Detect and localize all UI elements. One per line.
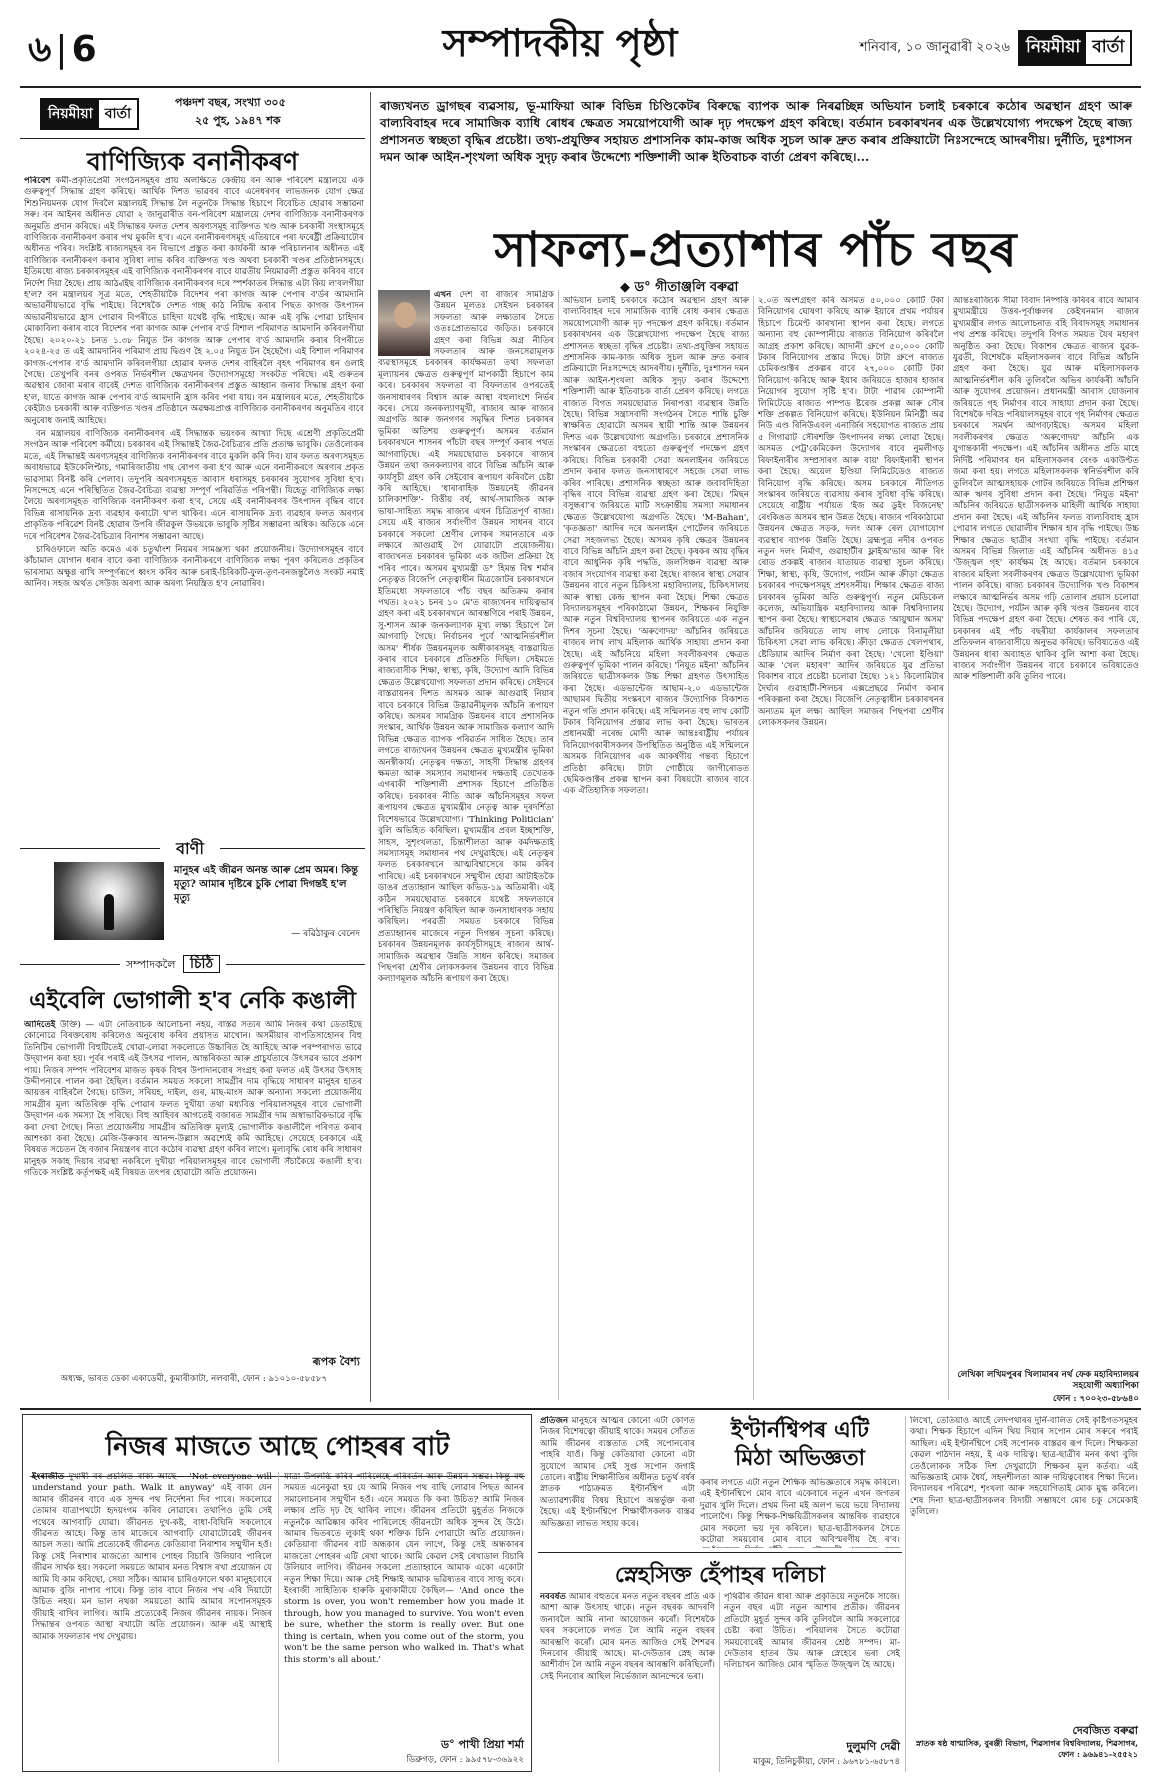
bani-section (20, 836, 365, 946)
bani-label: বাণী (160, 836, 220, 863)
edition-rule (20, 138, 365, 139)
feature-divider-2 (753, 296, 754, 1400)
feature-col-1-text: দেশ বা ৰাজ্যৰ সামগ্ৰিক উন্নয়ন মূলতঃ সেইখন চৰকাৰৰ সফলতা আৰু লক্ষ্যতাৰ সৈতে ওতঃপ্ৰোতভাৱে জড়িত। চৰকাৰে গ্ৰহণ কৰা বিভিন্ন অগ্ৰ নীতিৰ সফলতাৰ আৰু জনসেৱামূলক ব্যৱস্থাসমূহে চৰকাৰৰ কাৰ্যক্ষমতা তথা সফলতা মূল্যায়নৰ ক্ষেত্ৰত গুৰুত্বপূৰ্ণ মাপকাঠী হিচাপে কাম কৰে। চৰকাৰৰ সফলতা বা বিফলতাৰ ওপৰতেই জনসাধাৰণৰ বিশ্বাস আৰু আস্থা বহুলাংশে নিৰ্ভৰ কৰে। সেয়ে জনকল্যাণমূখী, ৰাজ্যৰ আৰু ৰাজ্যৰ অগ্ৰগতি আৰু জনগণৰ সমৃদ্ধিৰ দিশত চৰকাৰৰ ভূমিকা অতিশয় গুৰুত্বপূৰ্ণ। অসমৰ বৰ্তমান চৰকাৰখনে শাসনৰ পাঁচটা বছৰ সম্পূৰ্ণ কৰাৰ পথত আগবাঢ়িছে। এই সময়ছোৱাত চৰকাৰে ৰাজ্যৰ উন্নয়ন তথা জনকল্যাণৰ বাবে বিভিন্ন আঁচনি আৰু কাৰ্যসূচী গ্ৰহণ কৰি সেইবোৰ ৰূপায়ণ কৰিবলৈ চেষ্টা কৰি আহিছে। 'ধাৰাবাহিক উন্নয়নেই জীৱনৰ চালিকাশক্তি'- বিত্তীয় বৰ্ষ, আৰ্থ-সামাজিক আৰু ভাষা-সাহিত্য সমৃদ্ধ ৰাজ্যৰ এখন চিত্ৰিতপূৰ্ণ ৰাজ্য। সেয়ে এই ৰাজ্যৰ সৰ্বাংগীণ উন্নয়ন সাধনৰ বাবে চৰকাৰে সকলো শ্ৰেণীৰ লোকৰ সমানতাৰে এক লক্ষ্যৰে আগুৱাই গৈ যোৱাটো প্ৰয়োজনীয়। ৰাজ্যখনত চৰকাৰৰ ভূমিকা এক জটিল প্ৰক্ৰিয়া হৈ পৰিব পাৰে। অসমৰ মুখ্যমন্ত্ৰী ড° হিমন্ত বিশ্ব শৰ্মাৰ নেতৃত্বত বিজেপি নেতৃত্বাধীন মিত্ৰজোটৰ চৰকাৰখনে ইতিমধ্যে সফলতাৰে পাঁচ বছৰ অতিক্ৰম কৰাৰ পথত। ২০২১ চনৰ ১০ মে'ত ৰাজ্যখনৰ দায়িত্বভাৰ গ্ৰহণ কৰা এই চৰকাৰখনে আৰম্ভণিৰে পৰাই উন্নয়ন, সু-শাসন আৰু জনকল্যাণক মূখ্য লক্ষ্য হিচাপে লৈ আগবাঢ়ি গৈছে। নিৰ্বাচনৰ পূৰ্বে 'আত্মনিৰ্ভৰশীল অসম' শীৰ্ষক উন্নয়নমূলক অঙ্গীকাৰসমূহ বাস্তৱায়িত কৰাৰ বাবে চৰকাৰে প্ৰতিশ্ৰুতি দিছিল। সেইমতে ৰাজ্যবাসীক শিক্ষা, স্বাস্থ্য, কৃষি, উদ্যোগ আদি বিভিন্ন ক্ষেত্ৰত উল্লেখযোগ্য সফলতা প্ৰদান কৰিছে। সেইদৰে বাস্তৱায়নৰ দিশত অসমক আৰু আগুৱাই নিয়াৰ বাবে চৰকাৰে বিভিন্ন উদ্ভাৱনীমূলক আঁচনি ৰূপায়ণ কৰিছে। অসমৰ সামগ্ৰিক উন্নয়নৰ বাবে প্ৰশাসনিক সংস্কাৰ, আৰ্থিক উন্নয়ন আৰু সামাজিক কল্যাণ আদি বিভিন্ন ক্ষেত্ৰত ব্যাপক পৰিৱৰ্তন সাধিত হৈছে। তাৰ লগতে ৰাজ্যখনৰ উন্নয়নৰ ক্ষেত্ৰত মুখ্যমন্ত্ৰীৰ ভূমিকা অনস্বীকাৰ্য। নেতৃত্বৰ দক্ষতা, সাহসী সিদ্ধান্ত গ্ৰহণৰ ক্ষমতা আৰু সমস্যাৰ সমাধানৰ দক্ষতাই তেখেতক এগৰাকী শক্তিশালী প্ৰশাসক হিচাপে প্ৰতিষ্ঠিত কৰিছে। চৰকাৰৰ নীতি আৰু আঁচনিসমূহৰ সফল ৰূপায়ণৰ ক্ষেত্ৰত মুখ্যমন্ত্ৰীৰ নেতৃত্ব আৰু দূৰদৰ্শিতা বিশেষভাৱে উল্লেখযোগ্য। 'Thinking Politician' বুলি অভিহিত কৰিছিল। মুখ্যমন্ত্ৰীৰ প্ৰবল ইচ্ছাশক্তি, সাহস, সুশৃংখলতা, চিন্তাশীলতা আৰু কৰ্মদক্ষতাই সমস্যাসমূহ সমাধানৰ পথ দেখুৱাইছে। এই নেতৃত্বৰ ফলত চৰকাৰখনে আত্মবিশ্বাসেৰে কাম কৰিব পাৰিছে। এই চৰকাৰখনে সন্মুখীন হোৱা আটাইতকৈ ডাঙৰ প্ৰত্যাহ্বান আছিল কভিড-১৯ অতিমাৰী। এই কঠিন সময়ছোৱাত চৰকাৰে যথেষ্ট সফলতাৰে পৰিস্থিতি নিয়ন্ত্ৰণ কৰিছিল আৰু জনসাধাৰণক সহায় কৰিছিল। পৰৱৰ্তী সময়ত চৰকাৰে বিভিন্ন প্ৰত্যাহ্বানৰ মাজেৰে নতুন দিগন্তৰ সূচনা কৰিছে। চৰকাৰৰ উন্নয়নমূলক কাৰ্যসূচীসমূহে ৰাজ্যৰ আৰ্থ-সামাজিক অৱস্থাৰ উন্নতি সাধন কৰিছে। সমাজৰ পিছপৰা শ্ৰেণীৰ লোকসকলৰ উন্নয়নৰ বাবে বিভিন্ন কল্যাণমূলক আঁচনি ৰূপায়ণ কৰা হৈছে। (378, 290, 554, 985)
article-right-bottom-title: স্নেহসিক্ত হেঁপাহৰ দলিচা (614, 1562, 826, 1588)
editorial-lead: পৰিবেশ (24, 176, 51, 186)
article-mid-text: মানুহৰে আত্মৰ কোনো এটা কোণত নিজৰ বিশেষত্বো জীয়াই থাকে। সময়ৰ সোঁতত আমি জীৱনৰ ব্যস্ততাত সেই সপোনবোৰ পাহৰি যাওঁ। কিন্তু কেতিয়াবা কোনো এটা সুযোগে আমাৰ সেই সুপ্ত সপোন জগাই তোলে। ৰাষ্ট্ৰীয় শিক্ষানীতিৰ অধীনত চতুৰ্থ বৰ্ষৰ স্নাতক পাঠ্যক্ৰমত ইণ্টাৰ্নশ্বিপ এটা অত্যাৱশ্যকীয় বিষয় হিচাপে অন্তৰ্ভুক্ত কৰা হৈছে। এই ইণ্টাৰ্নশ্বিপে শিক্ষাৰ্থীসকলক বাস্তৱ অভিজ্ঞতা লাভত সহায় কৰে। (540, 1416, 695, 1529)
masthead-logo-part2: বাৰ্তা (1086, 32, 1130, 64)
page-number-en: 6 (71, 29, 97, 70)
feature-col-1 (378, 290, 554, 1402)
masthead-logo (1018, 30, 1132, 66)
feature-col-4: আন্তঃৰাজ্যিক সীমা বিবাদ নিষ্পত্তি কৰিবৰ বাবে আমাৰ মুখ্যমন্ত্ৰীয়ে উত্তৰ-পূৰ্বাঞ্চলৰ কেইখনমান ৰাজ্যৰ মুখ্যমন্ত্ৰীৰ লগত আলোচনাত বহি বিবাদসমূহ সমাধানৰ পথ প্ৰশস্ত কৰিছে। তদুপৰি বিগত সময়ত যৈৰ মহাৰণ অনুষ্ঠিত কৰা হৈছে। বিকাশৰ ক্ষেত্ৰত ৰাজ্যৰ যুৱক-যুৱতী, বিশেষকৈ মহিলাসকলৰ বাবে বিভিন্ন আঁচনি গ্ৰহণ কৰা হৈছে। যুৱ আৰু মহিলাসকলক আত্মনিৰ্ভৰশীল কৰি তুলিবলৈ অভিৰ কাৰ্যকৰী আঁচনি আৰু সুযোগৰ প্ৰয়োজন। প্ৰধানমন্ত্ৰী আবাস যোজনাৰ জৰিয়তে গৃহ নিৰ্মাণৰ বাবে সাহায্য প্ৰদান কৰা হৈছে। বিশেষকৈ দৰিদ্ৰ পৰিয়ালসমূহৰ বাবে গৃহ নিৰ্মাণৰ ক্ষেত্ৰত চৰকাৰে সমৰ্থন আগবঢ়াইছে। অসমৰ মহিলা সবলীকৰণৰ ক্ষেত্ৰত 'অৰুণোদয়' আঁচনি এক যুগান্তকাৰী পদক্ষেপ। এই আঁচনিৰ অধীনত প্ৰতি মাহে নিৰ্দিষ্ট পৰিমাণৰ ধন মহিলাসকলৰ বেংক একাউণ্টত জমা কৰা হয়। লগতে মহিলাসকলক স্বনিৰ্ভৰশীল কৰি তুলিবলৈ আত্মসহায়ক গোটৰ জৰিয়তে বিভিন্ন প্ৰশিক্ষণ আৰু ঋণৰ সুবিধা প্ৰদান কৰা হৈছে। 'নিযুত মইনা' আঁচনিৰ জৰিয়তে ছাত্ৰীসকলক মাহিলী আৰ্থিক সাহায্য প্ৰদান কৰা হৈছে। এই আঁচনিৰ ফলত বাল্যবিবাহ হ্ৰাস পোৱাৰ লগতে ছোৱালীৰ শিক্ষাৰ হাৰ বৃদ্ধি পাইছে। উচ্চ শিক্ষাৰ ক্ষেত্ৰত ছাত্ৰীৰ সংখ্যা বৃদ্ধি পাইছে। বৰ্তমান অসমৰ বিভিন্ন জিলাত এই আঁচনিৰ অধীনত ৪১৫ 'উজ্জ্বল গৃহ' কাৰ্যক্ষম হৈ আছে। বৰ্তমান চৰকাৰে ৰাজ্যৰ মহিলা সবলীকৰণৰ ক্ষেত্ৰত উল্লেখযোগ্য ভূমিকা পালন কৰিছে। ৰাজ্য চৰকাৰৰ উদ্যোগিক খণ্ড বিকাশৰ লক্ষ্যৰে আত্মনিৰ্ভৰ অসম গঢ়ি তোলাৰ প্ৰয়াস চলোৱা হৈছে। উদ্যোগ, পৰ্যটন আৰু কৃষি খণ্ডৰ উন্নয়নৰ বাবে বিভিন্ন পদক্ষেপ গ্ৰহণ কৰা হৈছে। শেষত কব পাৰি যে, চৰকাৰৰ এই পাঁচ বছৰীয়া কাৰ্যকালৰ সফলতাৰ প্ৰতিফলন ৰাজ্যবাসীয়ে অনুভৱ কৰিছে। ভবিষ্যতেও এই উন্নয়নৰ ধাৰা অব্যাহত থাকিব বুলি আশা কৰা হৈছে। ৰাজ্যৰ সৰ্বাংগীণ উন্নয়নৰ বাবে চৰকাৰে ভবিষ্যতেও আৰু শক্তিশালী কৰি তুলিব পাৰে। (953, 296, 1139, 683)
feature-lead: এখন (434, 290, 452, 300)
edition-box (20, 92, 365, 136)
letter-author: ৰূপক বৈশ্য (312, 1355, 360, 1368)
letter-tag-prefix: সম্পাদকলৈ (126, 958, 176, 971)
editorial-para3: চাৰিওফালে অতি কমেও এক চতুৰ্থাংশ নিয়মৰ সামঞ্জস্য থকা প্ৰয়োজনীয়। উদ্যোগসমূহৰ বাবে কাঁচামাল যোগান ধৰাৰ বাবে কৰা বাণিজ্যিক বনানীকৰণে বাণিজ্যিক লক্ষ্য পূৰণ কৰিলেও প্ৰকৃতিৰ ভাৰসাম্য অক্ষুণ্ণ ৰাখি সম্পূৰ্ণৰূপে ধ্বংস কৰিব আৰু চৰাই-চিৰিকটি-ফুল-তৃণ-বনজন্তুলৈও সংকট নমাই আনিব। সহজ অৰ্থত সেউজ অৰণ্য আৰু অৰণ্য নিয়ন্ত্ৰিত হ'ব নোৱাৰিব। (24, 545, 364, 590)
feature-col-3: ২.০ত অংশগ্ৰহণ কৰি অসমত ৫০,০০০ কোটি টকা বিনিয়োগৰ ঘোষণা কৰিছে আৰু ইয়াৰে প্ৰথম পৰ্যায়ৰ হিচাপে চিমেণ্ট কাৰখানা স্থাপন কৰা হৈছে। লগতে অন্যান্য বহু কোম্পানীয়ে ৰাজ্যত বিনিয়োগ কৰিবলৈ আগ্ৰহ প্ৰকাশ কৰিছে। আদানী গ্ৰুপে ৫০,০০০ কোটি টকাৰ বিনিয়োগৰ প্ৰস্তাৱ দিছে। টাটা গ্ৰুপে ৰাজ্যত চেমিকণ্ডাক্টৰ প্ৰকল্পৰ বাবে ২৭,০০০ কোটি টকা বিনিয়োগ কৰিছে আৰু ইয়াৰ জৰিয়তে হাজাৰ হাজাৰ নিয়োগৰ সুযোগ সৃষ্টি হ'ব। টাটা পাৱাৰ কোম্পানী লিমিটেডে ৰাজ্যত পাম্পড ষ্টৰেজ প্ৰকল্প আৰু সৌৰ শক্তি প্ৰকল্পত বিনিয়োগ কৰিছে। ইউনিয়ন মিনিষ্ট্ৰী অৱ নিউ এণ্ড ৰিনিউএবল এনাৰ্জিৰ সহযোগত ৰাজ্যত প্ৰায় ৫ গিগাৱাট সৌৰশক্তি উৎপাদনৰ লক্ষ্য লোৱা হৈছে। অসমত পেট্ৰ'কেমিকেল উদ্যোগৰ বাবে নুমলীগড় ৰিফাইনাৰীৰ সম্প্ৰসাৰণ আৰু বায়' ৰিফাইনাৰী স্থাপন কৰা হৈছে। অয়েল ইণ্ডিয়া লিমিটেডেও ৰাজ্যত বিনিয়োগ বৃদ্ধি কৰিছে। অসম চৰকাৰে নীতিগত সংস্কাৰৰ জৰিয়তে ব্যৱসায় কৰাৰ সুবিধা বৃদ্ধি কৰিছে। সেয়েহে ৰাষ্ট্ৰীয় পৰ্যায়ত 'ইজ অৱ ডুইং বিজনেছ' ৰেংকিঙত অসমৰ স্থান উন্নত হৈছে। ৰাজ্যৰ পৰিকাঠামো উন্নয়নৰ ক্ষেত্ৰত সড়ক, দলং আৰু ৰেল যোগাযোগ ব্যৱস্থাৰ ব্যাপক উন্নতি হৈছে। ব্ৰহ্মপুত্ৰ নদীৰ ওপৰত নতুন দলং নিৰ্মাণ, গুৱাহাটীৰ ফ্লাইঅ'ভাৰ আৰু ৰিং ৰোড প্ৰকল্পই ৰাজ্যৰ যাতায়ত ব্যৱস্থা সুচল কৰিছে। শিক্ষা, স্বাস্থ্য, কৃষি, উদ্যোগ, পৰ্যটন আৰু ক্ৰীড়া ক্ষেত্ৰত চৰকাৰৰ পদক্ষেপসমূহ প্ৰশংসনীয়। শিক্ষাৰ ক্ষেত্ৰত ৰাজ্য চৰকাৰৰ ভূমিকা অতি গুৰুত্বপূৰ্ণ। নতুন মেডিকেল কলেজ, অভিযান্ত্ৰিক মহাবিদ্যালয় আৰু বিশ্ববিদ্যালয় স্থাপন কৰা হৈছে। স্বাস্থ্যসেৱাৰ ক্ষেত্ৰত 'আয়ুষ্মান অসম' আঁচনিৰ জৰিয়তে লাখ লাখ লোকে বিনামূলীয়া চিকিৎসা সেৱা লাভ কৰিছে। ক্ৰীড়া ক্ষেত্ৰত খেলপথাৰ, ষ্টেডিয়াম আদিৰ নিৰ্মাণ কৰা হৈছে। 'খেলো ইণ্ডিয়া' আৰু 'খেল মহাৰণ' আদিৰ জৰিয়তে যুৱ প্ৰতিভা বিকাশৰ বাবে প্ৰচেষ্টা চলোৱা হৈছে। ১২১ কিলোমিটাৰ দৈৰ্ঘ্যৰ গুৱাহাটী-শিলচৰ এক্সপ্ৰেছৱে নিৰ্মাণ কৰাৰ পৰিকল্পনা কৰা হৈছে। বিজেপি নেতৃত্বাধীন চৰকাৰখনৰ অন্যতম মূল লক্ষ্য আছিল সমাজৰ পিছপৰা শ্ৰেণীৰ লোকসকলৰ উন্নয়ন। (758, 296, 944, 729)
feature-intro: ৰাজ্যখনত ড্ৰাগছৰ ব্যৱসায়, ভূ-মাফিয়া আৰু বিভিন্ন চিণ্ডিকেটৰ বিৰুদ্ধে ব্যাপক আৰু নিৰৱচ্ছিন্ন অভিযান চলাই চৰকাৰে কঠোৰ অৱস্থান গ্ৰহণ আৰু বাল্যবিবাহৰ দৰে সামাজিক ব্যাধি ৰোধৰ ক্ষেত্ৰত সময়োপযোগী আৰু দৃঢ় পদক্ষেপ গ্ৰহণ কৰিছে। বৰ্তমান চৰকাৰখনৰ এক উল্লেখযোগ্য পদক্ষেপ হৈছে ৰাজ্য প্ৰশাসনত স্বচ্ছতা বৃদ্ধিৰ প্ৰচেষ্টা। তথ্য-প্ৰযুক্তিৰ সহায়ত প্ৰশাসনিক কাম-কাজ অধিক সুচল আৰু দ্ৰুত কৰাৰ প্ৰক্ৰিয়াটো নিঃসন্দেহে আদৰণীয়। দুৰ্নীতি, দুঃশাসন দমন আৰু আইন-শৃংখলা অধিক সুদৃঢ় কৰাৰ উদ্দেশ্যে শক্তিশালী আৰু ইতিবাচক বাৰ্তা প্ৰেৰণ কৰিছে।... (380, 99, 1132, 164)
article-right-bottom-address: মাকুম, তিনিচুকীয়া, ফোন : ৯৬৭৮১-৬৫৮৭৪ (753, 1756, 900, 1766)
mid-bottom-rule (538, 1552, 902, 1553)
feature-headline: সাফল্য-প্ৰত্যাশাৰ পাঁচ বছৰ (494, 222, 1018, 278)
article-right-bottom-col-2: পৃথিৱীৰ জীৱন ধাৰা আৰু প্ৰকৃতিয়ে নতুনকৈ সাজে। নতুন বছৰ এটা নতুন আশাৰ প্ৰতীক। জীৱনৰ প্ৰতিটো মুহূৰ্ত সুন্দৰ কৰি তুলিবলৈ আমি সকলোৱে চেষ্টা কৰা উচিত। পৰিয়ালৰ সৈতে কটোৱা সময়বোৰেই আমাৰ জীৱনৰ শ্ৰেষ্ঠ সম্পদ। মা-দেউতাৰ হাতৰ উম আৰু স্নেহেৰে ভৰা সেই দলিচাখন আজিও মোৰ স্মৃতিত উজ্জ্বল হৈ আছে। (724, 1592, 900, 1671)
article-right-bottom-author: দুলুমণি দেৱী (846, 1740, 900, 1753)
letter-section (20, 950, 365, 1405)
article-mid-prefix: প্ৰতিজন (540, 1416, 569, 1426)
article-right-bottom-lead: নববৰ্ষত (540, 1592, 566, 1602)
editorial-body (24, 176, 364, 826)
feature-author-note: লেখিকা লখিমপুৰৰ খিলামাৰৰ নৰ্থ ফেক মহাবিদ্যালয়ৰ সহযোগী অধ্যাপিকা (957, 1370, 1139, 1391)
edition-date: ২৫ পুহ, ১৯৪৭ শক (195, 114, 281, 127)
article-right-top-author: দেবজিত বৰুৱা (1072, 1724, 1138, 1737)
article-right-top-col-2: লিখো, তেতিয়াও আহেঁ লেদপথাৰৰ দুৰ্নি-বালিত সেই কৃষ্টিগতসমূহৰ কথা। শিক্ষক হিচাপে এদিন থিয় দিয়াৰ সপোন মোৰ সৰুৰে পৰাই আছিল। এই ইণ্টাৰ্নশ্বিপে সেই সপোনক বাস্তৱৰ ৰূপ দিলে। শিক্ষকতা কেৱল পাঠদান নহয়, ই এক দায়িত্ব। ছাত্ৰ-ছাত্ৰীৰ মনৰ কথা বুজি তেওঁলোকক সঠিক দিশ দেখুৱাটো শিক্ষকৰ মূল কৰ্তব্য। এই অভিজ্ঞতাই মোক ধৈৰ্য, সহনশীলতা আৰু দায়িত্ববোধৰ শিক্ষা দিলে। বিদ্যালয়ৰ পৰিৱেশ, শৃংখলা আৰু সহযোগিতাই মোক মুগ্ধ কৰিলে। শেষ দিনা ছাত্ৰ-ছাত্ৰীসকলৰ বিদায়ী সম্ভাষণে মোৰ চকু সেমেকাই তুলিলে। (910, 1416, 1138, 1518)
article-left-col-2: যাত্ৰা উপলব্ধি কৰিব পাৰিলেহে পৰিবৰ্তন আৰু উন্নয়ন সম্ভৱ। কিন্তু বহু সময়ত এনেকুৱা হয় যে আমি নিজৰ পথ বাছি লোৱাৰ পিছত আনৰ সমালোচনাৰ সন্মুখীন হওঁ। এনে সময়ত কি কৰা উচিত? আমি নিজৰ লক্ষ্যৰ প্ৰতি দৃঢ় হৈ থাকিব লাগে। জীৱনৰ প্ৰতিটো মুহূৰ্তত নিজকে নতুনকৈ আৱিষ্কাৰ কৰিব পাৰিলেহে জীৱনটো অধিক সুন্দৰ হৈ উঠে। আমাৰ ভিতৰতে লুকাই থকা শক্তিক চিনি পোৱাটো অতি প্ৰয়োজন। কেতিয়াবা জীৱনৰ বাট অন্ধকাৰ যেন লাগে, কিন্তু সেই অন্ধকাৰৰ মাজতো পোহৰৰ এটি ৰেখা থাকে। আমি কেৱল সেই ৰেখাডাল বিচাৰি উলিয়াব লাগিব। জীৱনৰ সকলো প্ৰত্যাহ্বানে আমাক একো একোটা নতুন শিক্ষা দিয়ে। আৰু সেই শিক্ষাই আমাক ভৱিষ্যতৰ বাবে সাজু কৰে। ইংৰাজী সাহিত্যিক হাৰুকি মুৰাকামীয়ে কৈছিল— 'And once the storm is over, you won't remember how you made it through, how you managed to survive. You won't even be sure, whether the storm is really over. But one thing is certain, when you come out of the storm, you won't be the same person who walked in. That's what this storm's all about.' (284, 1472, 524, 1665)
feature-author-phone: ফোন : ৭০০২৩-৫৮৬৪০ (1053, 1394, 1139, 1404)
article-right-bottom-col-1-text: আমাৰ বহুতৰে মনত নতুন বছৰৰ প্ৰতি এক আশা আৰু উৎসাহ থাকে। নতুন বছৰক আদৰণি জনাবলৈ আমি নানা আয়োজন কৰোঁ। বিশেষকৈ ঘৰৰ সকলোকে লগত লৈ আমি নতুন বছৰৰ আৰম্ভণি কৰোঁ। মোৰ মনত আজিও সেই শৈশৱৰ দিনবোৰ জীয়াই আছে। মা-দেউতাৰ স্নেহ আৰু আশীৰ্বাদ লৈ আমি নতুন বছৰৰ আৰম্ভণি কৰিছিলোঁ। সেই দিনবোৰ আছিল নিৰ্ভেজাল আনন্দেৰে ভৰা। (540, 1592, 715, 1682)
article-right-top-divider (905, 1416, 906, 1772)
article-right-top-title-2: মিঠা অভিজ্ঞতা (735, 1445, 865, 1471)
feature-divider-1 (558, 290, 559, 1400)
feature-col-2: অভিযান চলাই চৰকাৰে কঠোৰ অৱস্থান গ্ৰহণ আৰু বাল্যবিবাহৰ দৰে সামাজিক ব্যাধি ৰোধ কৰাৰ ক্ষেত্ৰত সময়োপযোগী আৰু দৃঢ় পদক্ষেপ গ্ৰহণ কৰিছে। বৰ্তমান চৰকাৰখনৰ এক উল্লেখযোগ্য পদক্ষেপ হৈছে ৰাজ্য প্ৰশাসনত স্বচ্ছতা বৃদ্ধিৰ প্ৰচেষ্টা। তথ্য-প্ৰযুক্তিৰ সহায়ত প্ৰশাসনিক কাম-কাজ অধিক সুচল আৰু দ্ৰুত কৰাৰ প্ৰক্ৰিয়াটো নিঃসন্দেহে আদৰণীয়। দুৰ্নীতি, দুঃশাসন দমন আৰু আইন-শৃংখলা অধিক সুদৃঢ় কৰাৰ উদ্দেশ্যে শক্তিশালী আৰু ইতিবাচক বাৰ্তা প্ৰেৰণ কৰিছে। লগতে ৰাজ্যত বিগত সময়ছোৱাত নিৰাপত্তা ব্যৱস্থাৰ উন্নতি হৈছে। বিভিন্ন সন্ত্ৰাসবাদী সংগঠনৰ সৈতে শান্তি চুক্তি স্বাক্ষৰিত হোৱাটো অসমৰ স্থায়ী শান্তি আৰু উন্নয়নৰ দিশত এক উল্লেখযোগ্য অগ্ৰগতি। চৰকাৰে প্ৰশাসনিক সংস্কাৰৰ ক্ষেত্ৰতো বহুতো গুৰুত্বপূৰ্ণ পদক্ষেপ গ্ৰহণ কৰিছে। বিভিন্ন চৰকাৰী সেৱা অনলাইনৰ জৰিয়তে প্ৰদান কৰাৰ ফলত জনসাধাৰণে সহজে সেৱা লাভ কৰিব পাৰিছে। প্ৰশাসনিক স্বচ্ছতা আৰু জবাবদিহিতা বৃদ্ধিৰ বাবে বিভিন্ন ব্যৱস্থা গ্ৰহণ কৰা হৈছে। 'মিছন বসুন্ধৰা'ৰ জৰিয়তে মাটি সংক্ৰান্তীয় সমস্যা সমাধানৰ ক্ষেত্ৰত উল্লেখযোগ্য অগ্ৰগতি হৈছে। 'M-Bahan', 'কৃতজ্ঞতা' আদিৰ দৰে অনলাইন পোৰ্টেলৰ জৰিয়তে সেৱা সহজলভ্য হৈছে। অসমৰ কৃষি ক্ষেত্ৰৰ উন্নয়নৰ বাবে বিভিন্ন আঁচনি গ্ৰহণ কৰা হৈছে। কৃষকৰ আয় বৃদ্ধিৰ বাবে আধুনিক কৃষি পদ্ধতি, জলসিঞ্চন ব্যৱস্থা আৰু বজাৰ সংযোগৰ ব্যৱস্থা কৰা হৈছে। ৰাজ্যৰ স্বাস্থ্য সেৱাৰ উন্নয়নৰ বাবে নতুন চিকিৎসা মহাবিদ্যালয়, চিকিৎসালয় আৰু স্বাস্থ্য কেন্দ্ৰ স্থাপন কৰা হৈছে। শিক্ষা ক্ষেত্ৰত বিদ্যালয়সমূহৰ পৰিকাঠামো উন্নয়ন, শিক্ষকৰ নিযুক্তি আৰু নতুন বিশ্ববিদ্যালয় স্থাপনৰ জৰিয়তে এক নতুন দিশৰ সূচনা হৈছে। 'অৰুণোদয়' আঁচনিৰ জৰিয়তে ৰাজ্যৰ লাখ লাখ মহিলাক আৰ্থিক সাহায্য প্ৰদান কৰা হৈছে। এই আঁচনিয়ে মহিলা সবলীকৰণৰ ক্ষেত্ৰত গুৰুত্বপূৰ্ণ ভূমিকা পালন কৰিছে। 'নিযুত মইনা' আঁচনিৰ জৰিয়তে ছাত্ৰীসকলক উচ্চ শিক্ষা গ্ৰহণত উৎসাহিত কৰা হৈছে। এডভান্টেজ আছাম-২.০ এডভান্টেজ আছামৰ দ্বিতীয় সংস্কৰণে ৰাজ্যৰ উদ্যোগিক বিকাশত নতুন গতি প্ৰদান কৰিছে। এই সন্মিলনত বহু লাখ কোটি টকাৰ বিনিয়োগৰ প্ৰস্তাৱ লাভ কৰা হৈছে। ভাৰতৰ প্ৰধানমন্ত্ৰী নৰেন্দ্ৰ মোদী আৰু আন্তঃৰাষ্ট্ৰীয় পৰ্যায়ৰ বিনিয়োগকাৰীসকলৰ উপস্থিতিত অনুষ্ঠিত এই সন্মিলনে অসমক বিনিয়োগৰ এক আকৰ্ষণীয় গন্তব্য হিচাপে প্ৰতিষ্ঠা কৰিছে। টাটা গোষ্ঠীয়ে জাগীৰোডত ছেমিকণ্ডাক্টৰ প্ৰকল্প স্থাপন কৰা বিষয়টো ৰাজ্যৰ বাবে এক ঐতিহাসিক সফলতা। (563, 296, 749, 797)
masthead-rule (20, 86, 1141, 88)
article-left-col-1 (32, 1472, 272, 1762)
column-divider (370, 92, 371, 1402)
masthead-logo-part1: নিয়মীয়া (1020, 32, 1086, 64)
bottom-section-rule (20, 1408, 1141, 1410)
article-left-author: ড° পাখী প্ৰিয়া শৰ্মা (441, 1738, 524, 1751)
bani-author: — ৰৱিঠাকুৰ বেনেদ (291, 929, 360, 939)
article-mid-top (540, 1416, 695, 1546)
bani-figure-icon (104, 894, 114, 930)
letter-lead: আদিতেই (24, 1020, 56, 1030)
letter-title: এইবেলি ভোগালী হ'ব নেকি কঙালী (29, 987, 356, 1014)
letter-body (24, 1020, 362, 1350)
article-right-top-title-1: ইণ্টাৰ্নশ্বিপৰ এটি (730, 1417, 870, 1443)
edition-logo-part1: নিয়মীয়া (42, 100, 99, 128)
edition-logo-part2: বাৰ্তা (99, 100, 137, 128)
article-right-top-col-1: কৰাৰ লগতে এটা নতুন শৈক্ষিক অভিজ্ঞতাৰে সমৃদ্ধ কৰিলে। এই ইণ্টাৰ্নশ্বিপে মোৰ বাবে একেবাৰে নতুন এখন জগতৰ দুৱাৰ খুলি দিলে। প্ৰথম দিনা মই অলপ ভয়ে ভয়ে বিদ্যালয় পালোগৈ। কিন্তু শিক্ষক-শিক্ষয়িত্ৰীসকলৰ আন্তৰিক ব্যৱহাৰে মোৰ সকলো ভয় দূৰ কৰিলে। ছাত্ৰ-ছাত্ৰীসকলৰ সৈতে কটোৱা সময়বোৰ মোৰ বাবে অবিস্মৰণীয় হৈ ৰ'ব। (700, 1478, 900, 1546)
letter-text: উক্তি) — এটা নেতিবাচক আলোচনা নহয়, বাস্তৱ সত্যৰ আমি নিজৰ কথা ডেতাইছে কোনোৱে বিৰক্তৰোধ কৰিলেও অনুৰোধ কৰিব প্ৰয়াসত মাখোন। অসমীয়াৰ বাপতিসাহোনৰ বিহু তিনিটিৰ ভোগালী বিহুটিতেই খোৱা-লোৱা সকলোতে উচ্চাৰিত হৈ আহিছে আৰু পৰম্পৰাগত ভাৱে উদ্‌যাপন কৰা হয়। পূৰ্বৰ পৰাই এই উৎসৱ পালন, আন্তৰিকতা আৰু প্ৰাচুৰ্যতাৰে উৎসৱৰ ভাবে প্ৰকাশ পায়। নিজৰ সম্পদ পৰিবেশৰ মাজত কৃষক বিহুৰ উপাদানবোৰ সংগ্ৰহ কৰা ফলত এই উৎসৱ উৎসাহ উদ্দীপনাৰে পালন কৰা হৈছিল। বৰ্তমান সময়ত সকলো সামগ্ৰীৰ দাম বৃদ্ধিয়ে সাধাৰণ মানুহৰ হাতৰ আয়ত্তৰ বাহিৰলৈ গৈছে। চাউল, সৰিয়হ, দাইল, গুৰ, মাছ-মাংস আৰু অন্যান্য সকলো প্ৰয়োজনীয় সামগ্ৰীৰ মূল্য অতিৰিক্ত বৃদ্ধি পোৱাৰ ফলত দুখীয়া তথা মধ্যবিত্ত পৰিয়ালসমূহৰ বাবে ভোগালী উদ্‌যাপন এক সমস্যা হৈ পৰিছে। বিহু আহিবৰ আগতেই বজাৰত সামগ্ৰীৰ দাম অস্বাভাৱিকভাৱে বৃদ্ধি কৰা দেখা গৈছে। নিত্য প্ৰয়োজনীয় সামগ্ৰীৰ অতিৰিক্ত মূল্যই ভোগালীক কঙালীলৈ পৰিণত কৰাৰ আশংকা কৰা হৈছে। মেজি-উৰুকাৰ আনন্দ-উল্লাস অৱশ্যেই কমি আহিছে। সেয়েহে চৰকাৰে এই বিষয়ত সচেতন হৈ বজাৰ নিয়ন্ত্ৰণৰ বাবে কঠোৰ ব্যৱস্থা গ্ৰহণ কৰিব লাগে। মূল্যবৃদ্ধি ৰোধ কৰি সাধাৰণ মানুহক সকাহ দিয়াৰ ব্যৱস্থা নকৰিলে দুখীয়া পৰিয়ালসমূহৰ বাবে ভোগালী সঁচাকৈয়ে কঙালী হ'ব। গতিকে সংশ্লিষ্ট কৰ্তৃপক্ষই এই বিষয়ত তৎপৰ হোৱাটো অতি প্ৰয়োজন। (24, 1020, 362, 1179)
editorial-title: বাণিজ্যিক বনানীকৰণ (86, 147, 299, 176)
article-left-col-1-text: দুখাষী বৰ প্ৰচলিত বাক্য আছে— 'Not everyone will understand your path. Walk it anyway' এই বাক্য যেন আমাৰ জীৱনৰ বাবে এক সুন্দৰ পথ নিৰ্দেশনা দিব পাৰে। সকলোৱে তোমাৰ যাত্ৰাপথটো হৃদয়ংগম কৰিব নোৱাৰে। তথাপিও তুমি সেই পথেৰে আগবাঢ়ি যোৱা। জীৱনত দুখ-কষ্ট, বাধা-বিঘিনি সকলোৰে জীৱনত আহে। কিন্তু তাৰ মাজেৰে আগবাঢ়ি যোৱাটোৱেই জীৱনৰ আচল সত্য। আমি প্ৰত্যেকেই জীৱনত কেতিয়াবা নিৰাশাৰ সন্মুখীন হওঁ। কিন্তু সেই নিৰাশাৰ মাজতো আশাৰ পোহৰ বিচাৰি উলিয়াব পাৰিলে জীৱন সাৰ্থক হয়। সকলো সময়তে আমাৰ মনত বিশ্বাস ৰখা প্ৰয়োজন যে আমি যি কাম কৰিছো, সেয়া সঠিক। আমাৰ চাৰিওফালে থকা মানুহবোৰে আমাক বুজি নাপাব পাৰে। কিন্তু তাৰ বাবে নিজৰ পথ এৰি দিয়াটো উচিত নহয়। মন ভাল নথকা সময়তো আমি আমাৰ সপোনসমূহক জীয়াই ৰাখিব লাগিব। আমি প্ৰত্যেকেই নিজৰ জীৱনৰ নায়ক। নিজৰ সিদ্ধান্তৰ ওপৰত আস্থা ৰখাটো অতি প্ৰয়োজন। আৰু এই আস্থাই আমাক সফলতাৰ পথ দেখুৱায়। (32, 1472, 272, 1642)
letter-tag (120, 952, 226, 976)
section-title: সম্পাদকীয় পৃষ্ঠা (442, 20, 678, 65)
byline-diamond-icon: ◆ (620, 280, 630, 295)
masthead (0, 0, 1161, 84)
editorial-para2: বন মন্ত্ৰালয়ৰ বাণিজ্যিক বনানীকৰণৰ এই সিদ্ধান্তক ভয়ংকৰ আখ্যা দিছে এশ্ৰেণী প্ৰকৃতিপ্ৰেমী সংগঠন আৰু পৰিবেশ কৰ্মীয়ে। চৰকাৰৰ এই সিদ্ধান্তই জৈৱ-বৈচিত্ৰ্যৰ প্ৰতি প্ৰত্যক্ষ ভাবুকি। তেওঁলোকৰ মতে, এই সিদ্ধান্তই অৰণ্যসমূহৰ বাণিজ্যিক বনানীকৰণৰ বাবে মুকলি কৰি দিব। যাৰ ফলত অৰণ্যসমূহত অবাধভাৱে ইউকেলিপ্টাচ, গমাৰিজাতীয় গছ ৰোপণ কৰা হ'ব আৰু এনে বনানীকৰণে অৰণ্যৰ প্ৰকৃত ভাৱসাম্য বিনষ্ট কৰি পেলাব। তদুপৰি অৰণ্যসমূহত আবাস ধৰাসমূহ চৰকাৰৰ সুযোগৰ সুবিধা হ'ব। নিসন্দেহে এনে পৰিস্থিতিত জৈৱ-বৈচিত্ৰ্য ব্যৱস্থা সম্পূৰ্ণ পৰিৱৰ্তিত পৰিপন্থী। যিহেতু বাণিজ্যিক লক্ষ্য লৈয়ে অৰণ্যসমূহত বাণিজ্যিক বনানীকৰণ কৰা হ'ব, সেয়ে এই বনানীকৰণৰ উৎপাদন বৃদ্ধিৰ বাবে বিভিন্ন ৰাসায়নিক দ্ৰব্য ব্যৱহাৰ কৰাটো থ'ল থাকিব। এনে ৰাসায়নিক দ্ৰব্য ব্যৱহাৰ ফলত অৰণ্যৰ প্ৰাকৃতিক পৰিৱেশ বিনষ্ট হোৱাৰ উপৰি জীৱকুল উভয়কে ভাবুকি সৃষ্টিৰ সম্ভাৱনা অধিক। অতিকে এনে দৰে পৰিবেশৰ জৈৱ-বৈচিত্ৰ্যৰ বিনাশৰ সম্ভাৱনা আছে। (24, 428, 364, 542)
photo-float-spacer (378, 290, 434, 358)
feature-byline-name: ড° গীতাঞ্জলি বৰুৱা (634, 280, 739, 295)
article-right-top-address: স্নাতক ষষ্ঠ ষাণ্মাসিক, বুৰঞ্জী বিভাগ, শিৱসাগৰ বিশ্ববিদ্যালয়, শিৱসাগৰ, ফোন : ৯৬৯৪১-২৫৫২১ (916, 1738, 1138, 1759)
article-right-bottom-divider (719, 1592, 720, 1772)
letter-address: অধ্যক্ষ, ভাৰত ডেকা একাডেমী, কুমাৰীকাটা, নলবাৰী, ফোন : ৯১০১০-৫৮৫৮৭ (60, 1374, 328, 1384)
bani-quote: মানুহৰ এই জীৱন অনন্ত আৰু প্ৰেম অমৰ। কিন্তু মৃত্যু? আমাৰ দৃষ্টিৰে চুকি পোৱা দিগন্তই হ'ল মৃত্যু (174, 865, 359, 904)
letter-tag-label: চিঠি (183, 955, 220, 973)
article-right-top-title (700, 1416, 900, 1472)
editorial-para1: কৰ্মী-প্ৰকৃতিপ্ৰেমী সংগঠনসমূহৰ প্ৰায় অলক্ষিতে কেন্দ্ৰীয় বন আৰু পৰিবেশ মন্ত্ৰালয়ে এক গুৰুত্বপূৰ্ণ সিদ্ধান্ত গ্ৰহণ কৰিছে। আৰ্থিক দিশত ভাৱবৰ বাবে এনেধৰণৰ লাভজনক যোগ ক্ষেত্ৰ শিশুনিয়মনক যোগ দিবলৈ মন্ত্ৰালয়ই সিদ্ধান্ত লৈ নতুনকৈ সিদ্ধান্ত হিচাপে বিবেচিত হোৱাৰ সম্ভাৱনা সৰু। বন আইনৰ অধীনত যোৱা ২ জানুৱাৰীত বন-পৰিবেশ মন্ত্ৰালয়ে দেশৰ বাণিজ্যিক বনানীকৰণক অনুমতি প্ৰদান কৰিছে। এই সিদ্ধান্তৰ ফলত দেশৰ অৰণ্যসমূহ ব্যক্তিগত খণ্ড আৰু চৰকাৰী সংস্থাসমূহে বাণিজ্যিক বনানীকৰণ কৰাৰ পথ মুকলি হ'ব। এনে বনানীকৰণসমূহ এতিয়াৰে পৰা ফৰেষ্ট্ৰী প্ৰক্ৰিয়াটোৰ অধীনত পৰিব। সংশ্লিষ্ট ৰাজ্যসমূহৰ বন বিভাগে প্ৰস্তুত কৰা কাৰ্যকৰী আৰু পৰিচালনাৰ অধীনত এই বাণিজ্যিক বনানীকৰণ কৰাৰ সুবিধা লাভ কৰিব ব্যক্তিগত খণ্ড অথবা চৰকাৰী খণ্ডৰ প্ৰতিষ্ঠানসমূহে। ইতিমধ্যে ৰাজ্য চৰকাৰসমূহৰ এই বাণিজ্যিক বনানীকৰণৰ বাবে যাৱতীয় নিয়মাৱলী প্ৰস্তুত কৰিবৰ বাবে নিৰ্দেশ দিয়া হৈছে। প্ৰায় আঠ্বাইছ বাণিজ্যিক বনানীকৰণৰ দৰে স্পৰ্শকাতৰ সিদ্ধান্ত এটা কিয় ল'বলগীয়া হ'ল? বন মন্ত্ৰালয়ৰ সূত্ৰ মতে, শেহতীয়াকৈ বিদেশৰ পৰা কাগজ আৰু পেপাৰ ব'ৰ্ডৰ আমদানি অভাৱনীয়ভাৱে বৃদ্ধি পাইছে। বিশেষকৈ দেশত গচ্ছ কাঠ নিয়িদ্ধ কৰাৰ পিছত কাগজ উৎপাদন অভাৱনীয়ভাৱে হ্ৰাস পোৱাৰ বিপৰীতে চাহিদা যথেষ্ট বৃদ্ধি পাইছে। আৰু এই বৃদ্ধি পোৱা চাহিদাৰ মোকাবিলা কৰাৰ বাবে বিদেশৰ পৰা কাগজ আৰু পেপাৰ ব'ৰ্ড বিশাল পৰিমাণত আমদানি কৰিবলগীয়া হৈছে। ২০২০-২১ চনত ১.৩৮ নিযুত টন কাগজ আৰু পেপাৰ ব'ৰ্ড আমদানি কৰাৰ বিপৰীতে ২০২৪-২৫ ত এই আমদানিৰ পৰিমাণ প্ৰায় দ্বিগুণ হৈ ২.০৫ নিযুত টন হৈছেগৈ। এই বিশাল পৰিমাণৰ কাগজ-পেপাৰ ব'ৰ্ড আমদানি কৰিবলগীয়া হোৱাৰ ফলত দেশৰ বাহিৰলৈ বৃহৎ পৰিমাণৰ ধন ওলাই গৈছে। তেখুপৰি বনৰ ওপৰত নিৰ্ভৰশীল ক্ষেত্ৰখনৰ উদ্যোগসমূহো সংকটত পৰিছে। এই গুৰুতৰ অৱস্থাৰ জোৰা মৰাৰ বাবেই দেশত বাণিজ্যিক বনানীকৰণৰ প্ৰস্তুত আহ্বান জনাব সিদ্ধান্ত গ্ৰহণ কৰা হ'ল, যাতে কাগজ আৰু পেপাৰ ব'ৰ্ড আমদানি হ্ৰাস কৰিব পৰা যায়। বন মন্ত্ৰালয়ৰ মতে, শেহতীয়াকৈ কেইটাও চৰকাৰী আৰু ব্যক্তিগত খণ্ডৰ প্ৰতিষ্ঠানে অৱক্ষয়প্ৰাপ্ত বাণিজ্যিক বনানীকৰণৰ অনুমতিৰ বাবে অনুৰোধ জনাই আহিছে। (24, 176, 364, 426)
article-left-divider (278, 1472, 279, 1762)
feature-divider-3 (948, 296, 949, 1400)
page-number-bn: ৬ (28, 29, 52, 70)
page-number: ৬ | 6 (28, 29, 97, 70)
article-right-bottom-col-1 (540, 1592, 715, 1772)
article-left-title: নিজৰ মাজতে আছে পোহৰৰ বাট (30, 1426, 525, 1477)
masthead-date: শনিবাৰ, ১০ জানুৱাৰী ২০২৬ (859, 40, 1010, 55)
article-left-lead: ইংৰাজীত (32, 1472, 65, 1482)
edition-logo (40, 98, 139, 130)
edition-volume: পঞ্চদশ বছৰ, সংখ্যা ৩০৫ (175, 96, 286, 109)
article-left-address: ডিব্ৰুগড়, ফোন : ৯৯৫৭৮-৩৬৯২২ (406, 1755, 524, 1765)
